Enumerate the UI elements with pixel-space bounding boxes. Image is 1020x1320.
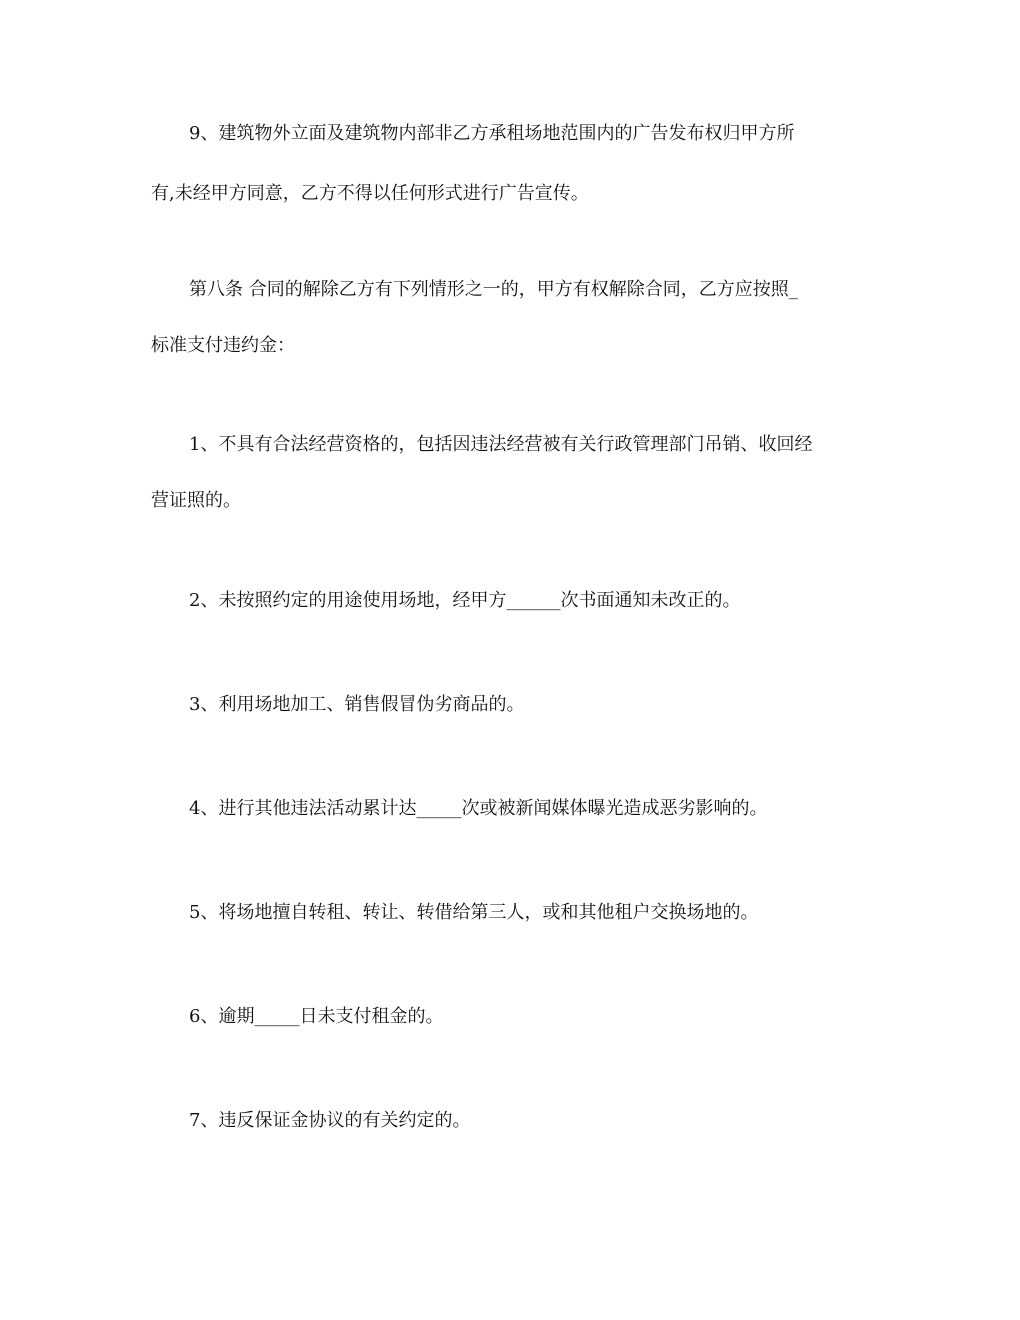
- item-5-line-1: 5、将场地擅自转租、转让、转借给第三人，或和其他租户交换场地的。: [189, 902, 759, 923]
- item-1-paragraph: [151, 432, 891, 514]
- clause-9-line-1: 9、建筑物外立面及建筑物内部非乙方承租场地范围内的广告发布权归甲方所: [189, 123, 795, 144]
- item-4-paragraph: [151, 796, 891, 822]
- item-7-paragraph: [151, 1108, 891, 1134]
- clause-9-paragraph: [151, 121, 891, 207]
- item-2-paragraph: [151, 588, 891, 614]
- article-8-paragraph: [151, 277, 891, 359]
- item-1-line-1: 1、不具有合法经营资格的，包括因违法经营被有关行政管理部门吊销、收回经: [189, 434, 813, 455]
- item-7-line-1: 7、违反保证金协议的有关约定的。: [189, 1110, 471, 1131]
- item-2-line-1: 2、未按照约定的用途使用场地，经甲方______次书面通知未改正的。: [189, 590, 741, 611]
- item-3-paragraph: [151, 692, 891, 718]
- item-4-line-1: 4、进行其他违法活动累计达_____次或被新闻媒体曝光造成恶劣影响的。: [189, 798, 768, 819]
- item-1-line-2: 营证照的。: [151, 490, 241, 511]
- clause-9-line-2: 有,未经甲方同意，乙方不得以任何形式进行广告宣传。: [151, 183, 589, 204]
- item-3-line-1: 3、利用场地加工、销售假冒伪劣商品的。: [189, 694, 525, 715]
- article-8-line-2: 标准支付违约金：: [151, 335, 295, 356]
- article-8-line-1: 第八条 合同的解除乙方有下列情形之一的，甲方有权解除合同，乙方应按照_: [189, 279, 798, 300]
- item-5-paragraph: [151, 900, 891, 926]
- item-6-line-1: 6、逾期_____日未支付租金的。: [189, 1006, 444, 1027]
- item-6-paragraph: [151, 1004, 891, 1030]
